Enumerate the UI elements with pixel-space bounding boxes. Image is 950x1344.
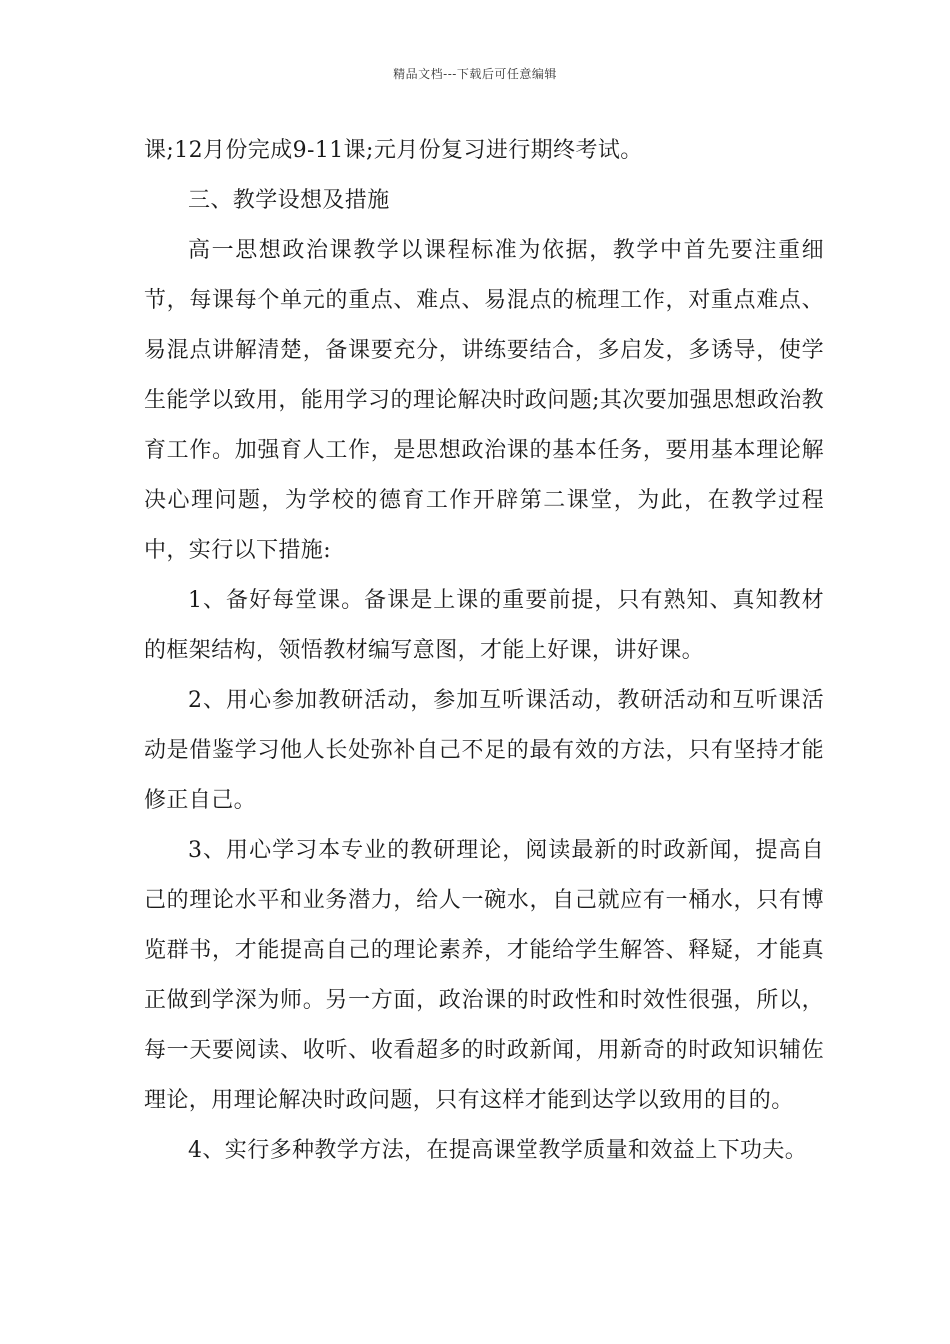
paragraph-intro: 高一思想政治课教学以课程标准为依据，教学中首先要注重细节，每课每个单元的重点、难点、易混点的梳理工作，对重点难点、易混点讲解清楚，备课要充分，讲练要结合，多启发，多诱导，使学生能学以致用，能用学习的理论解决时政问题;其次要加强思想政治教育工作。加强育人工作，是思想政治课的基本任务，要用基本理论解决心理问题，为学校的德育工作开辟第二课堂，为此，在教学过程中，实行以下措施: xyxy=(144,238,824,563)
paragraph-continuation: 课;12月份完成9-11课;元月份复习进行期终考试。 xyxy=(144,138,643,163)
paragraph-item-3: 3、用心学习本专业的教研理论，阅读最新的时政新闻，提高自己的理论水平和业务潜力，给人一碗水，自己就应有一桶水，只有博览群书，才能提高自己的理论素养，才能给学生解答、释疑，才能真正做到学深为师。另一方面，政治课的时政性和时效性很强，所以，每一天要阅读、收听、收看超多的时政新闻，用新奇的时政知识辅佐理论，用理论解决时政问题，只有这样才能到达学以致用的目的。 xyxy=(144,838,824,1113)
paragraph-item-1: 1、备好每堂课。备课是上课的重要前提，只有熟知、真知教材的框架结构，领悟教材编写意图，才能上好课，讲好课。 xyxy=(144,588,824,663)
page-header: 精品文档---下载后可任意编辑 xyxy=(393,67,557,81)
section-heading: 三、教学设想及措施 xyxy=(188,188,390,213)
document-body xyxy=(144,126,824,1176)
paragraph-item-2: 2、用心参加教研活动，参加互听课活动，教研活动和互听课活动是借鉴学习他人长处弥补自己不足的最有效的方法，只有坚持才能修正自己。 xyxy=(144,688,824,813)
paragraph-item-4: 4、实行多种教学方法，在提高课堂教学质量和效益上下功夫。 xyxy=(188,1138,808,1163)
